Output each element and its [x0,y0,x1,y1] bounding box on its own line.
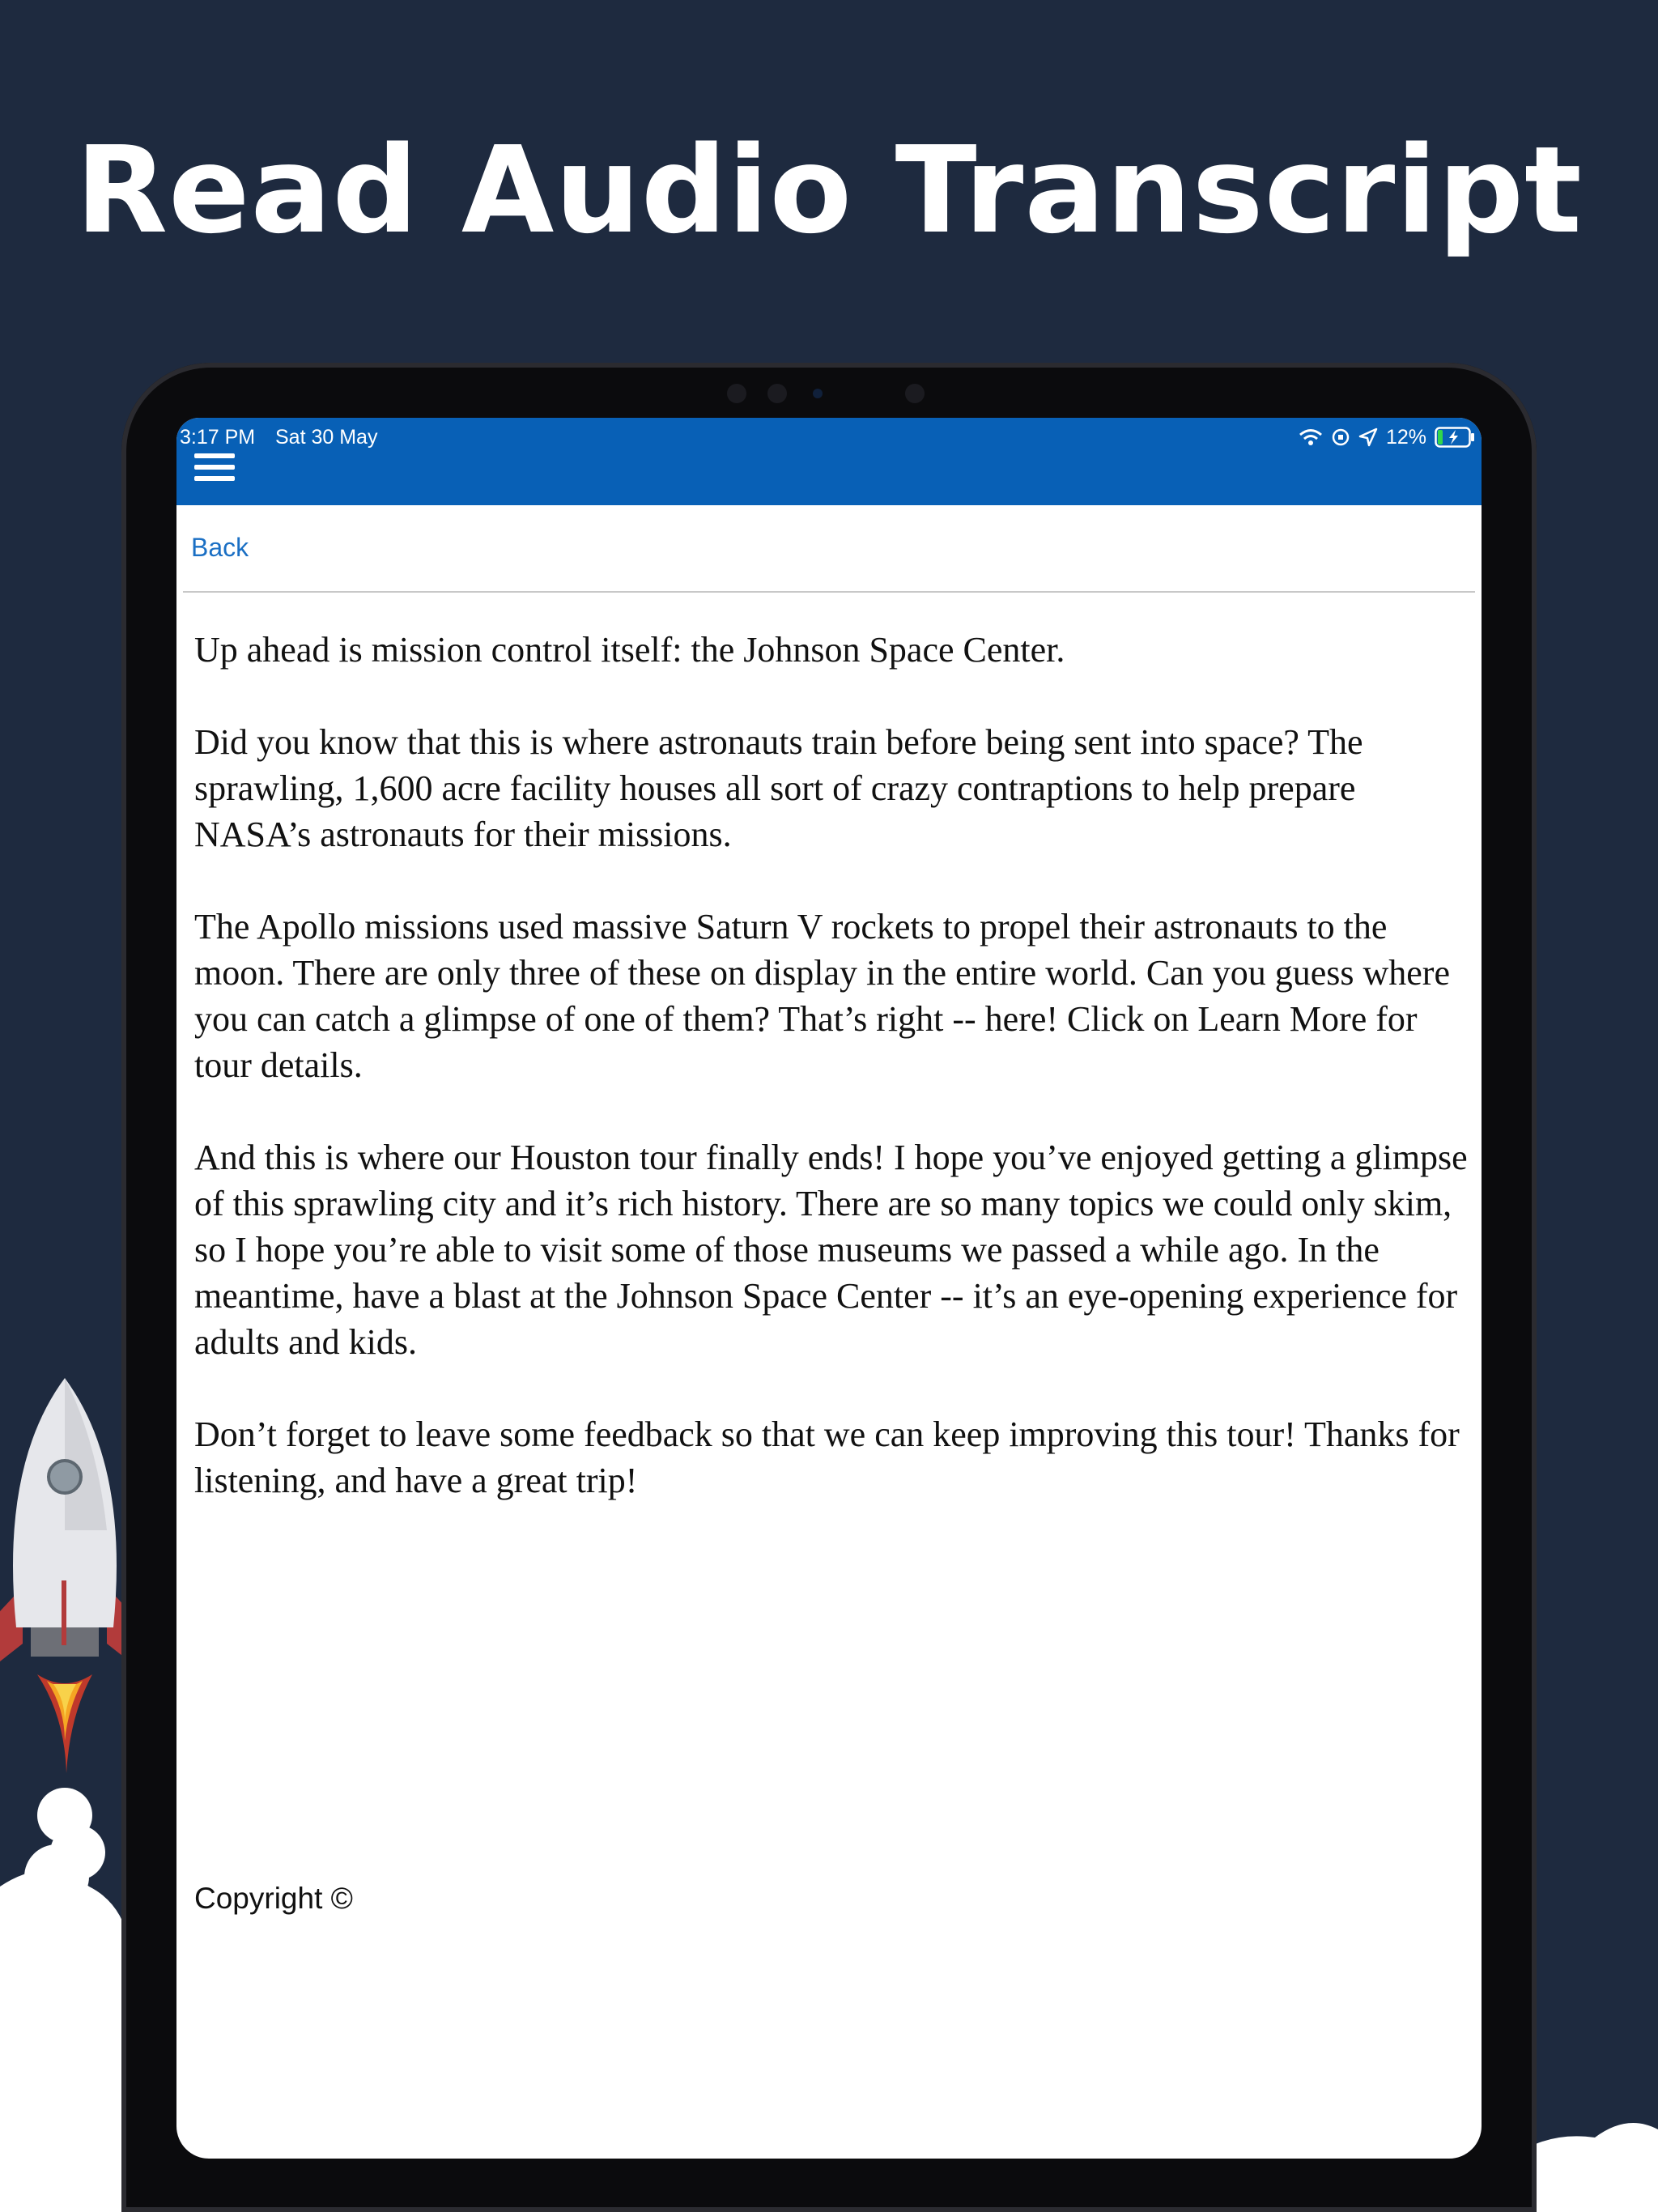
transcript-paragraph: The Apollo missions used massive Saturn V rockets to propel their astronauts to the moon. There are only three of these on display in the entire world. Can you guess where you can catch a glimpse of one of them? That’s right -- here! Click on Learn More for tour details. [194,907,1450,1085]
copyright-text: Copyright © [194,1882,353,1915]
status-time: 3:17 PM [180,426,256,449]
battery-percent: 12% [1385,425,1426,449]
status-date: Sat 30 May [275,426,378,449]
menu-icon[interactable] [194,453,235,486]
transcript-paragraph: Up ahead is mission control itself: the Johnson Space Center. [194,630,1065,670]
app-screen [176,418,1482,2159]
transcript-body [194,627,1473,1550]
orientation-lock-icon [1331,428,1350,447]
transcript-paragraph: Don’t forget to leave some feedback so that we can keep improving this tour! Thanks for listening, and have a great trip! [194,1414,1460,1500]
headline: Read Audio Transcript [75,121,1583,260]
camera-icon [704,377,1044,410]
battery-charging-icon [1435,427,1475,448]
status-indicators [1299,424,1475,450]
tablet-frame [121,363,1537,2212]
location-icon [1358,428,1378,447]
divider [183,591,1475,593]
header-bar [176,418,1482,505]
wifi-icon [1299,428,1323,447]
rocket-illustration [0,1368,130,1887]
transcript-paragraph: And this is where our Houston tour finally ends! I hope you’ve enjoyed getting a glimpse of this sprawling city and it’s rich history. There are so many topics we could only skim, so I hope you’re able to visit some of those museums we passed a while ago. In the meantime, have a blast at the Johnson Space Center -- it’s an eye-opening experience for adults and kids. [194,1138,1468,1362]
back-button[interactable]: Back [191,533,249,562]
transcript-paragraph: Did you know that this is where astronauts train before being sent into space? The sprawling, 1,600 acre facility houses all sort of crazy contraptions to help prepare NASA’s astronauts for their missions. [194,722,1363,854]
